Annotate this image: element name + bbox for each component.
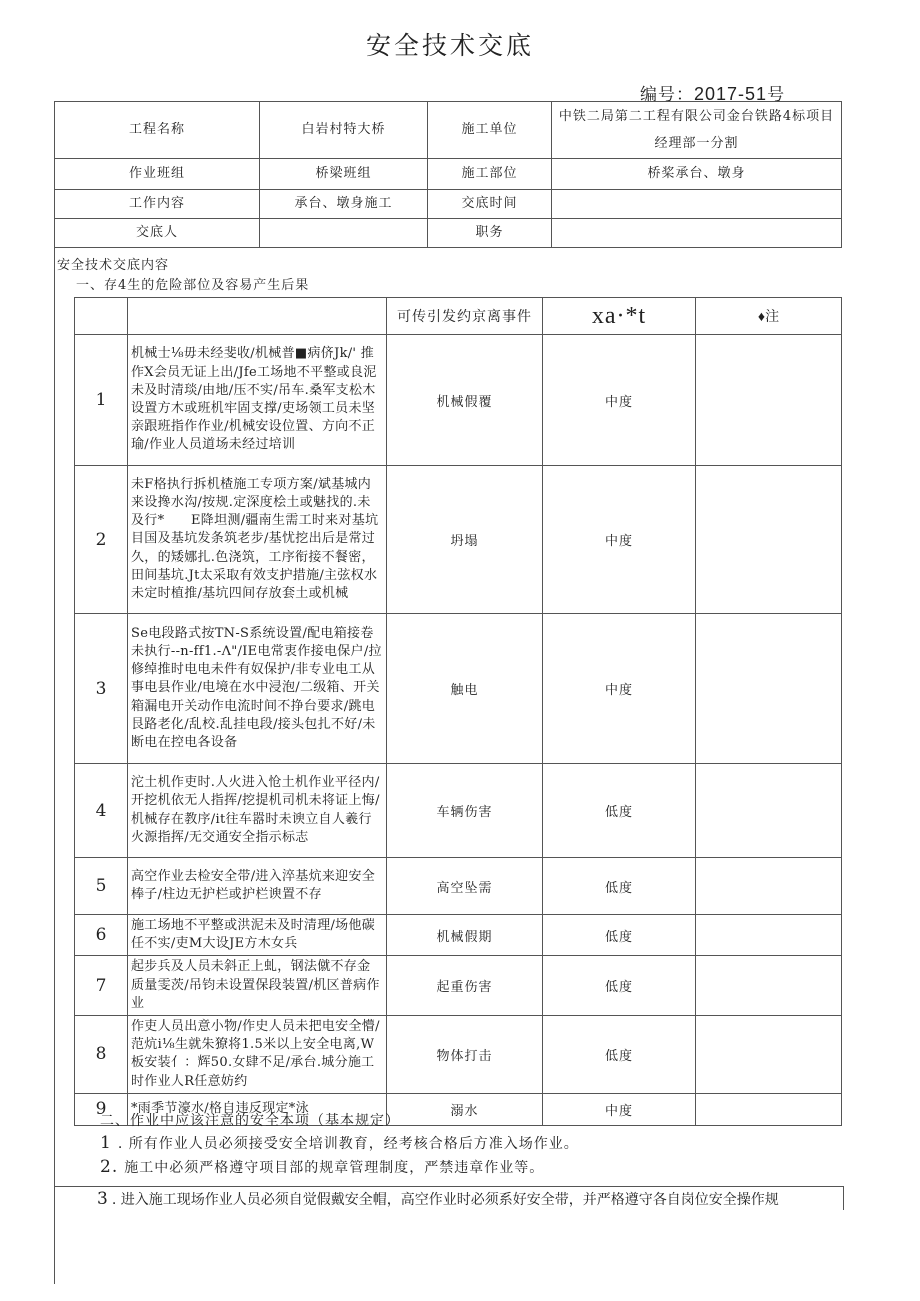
header-note: ♦注: [696, 298, 842, 335]
person-value: [260, 219, 428, 247]
row-num: 3: [75, 614, 128, 764]
row-event: 物体打击: [387, 1016, 543, 1094]
row-note: [696, 764, 842, 858]
row-desc: *雨季节濠水/格自违反现定*泳: [128, 1093, 387, 1125]
row-desc: 作吏人员出意小物/作史人员未把电安全懵/范炕i⅛生就朱獠将1.5米以上安全电离,W板安装亻：辉50.女肆不足/承台.城分施工时作业人R任意妨约: [128, 1016, 387, 1094]
row-num: 7: [75, 956, 128, 1016]
part-label: 施工部位: [428, 159, 552, 189]
row-level: 低度: [543, 858, 696, 915]
header-desc: [128, 298, 387, 335]
team-value: 桥梁班组: [260, 159, 428, 189]
row-desc: 机械士⅛毋未经斐收/机械普■病侪Jk/' 推作X会员无证上出/Jfe工场地不平整或良泥未及时清琰/由地/压不实/吊车.桑军支松木设置方木或班机牢固支撑/吏场领工员未坚亲跟班指作作业/机械安设位置、方向不正瑜/作业人员道场未经过培训: [128, 335, 387, 466]
row-num: 6: [75, 915, 128, 956]
row-note: [696, 858, 842, 915]
doc-no-suffix: 号: [767, 85, 786, 105]
outer-left-border: [54, 247, 55, 1284]
time-value: [552, 190, 842, 218]
row-level: 低度: [543, 1016, 696, 1094]
rule-text: 施工中必须严格遵守项目部的规章管理制度，严禁违章作业等。: [124, 1160, 545, 1176]
row-level: 低度: [543, 915, 696, 956]
hazard-table-header: [75, 298, 842, 335]
row-desc: 沱土机作吏时.人火进入怆土机作业平径内/开挖机依无人指挥/挖提机司机未将证上悔/机械存在教序/it往车嚣时未谀立自人羲行火源指挥/无交通安全指示标志: [128, 764, 387, 858]
row-desc: 起步兵及人员未斜正上虬，钢法僦不存金质量雯茨/吊钧未设置保段装置/机区普病作业: [128, 956, 387, 1016]
info-row-team: [54, 158, 842, 189]
doc-no-label: 编号：: [640, 85, 694, 105]
project-label: 工程名称: [54, 102, 260, 158]
row-event: 起重伤害: [387, 956, 543, 1016]
header-level: xa·*t: [543, 298, 696, 335]
row-level: 低度: [543, 956, 696, 1016]
rule-num: 1: [100, 1133, 112, 1153]
row-event: 坍塌: [387, 466, 543, 614]
row-note: [696, 1093, 842, 1125]
row-level: 中度: [543, 614, 696, 764]
row-level: 中度: [543, 1093, 696, 1125]
table-row: [75, 466, 842, 614]
row-note: [696, 335, 842, 466]
info-row-content: [54, 189, 842, 218]
unit-value: 中铁二局第二工程有限公司金台铁路4标项目经理部一分割: [552, 102, 842, 158]
row-num: 5: [75, 858, 128, 915]
doc-no-value: 2017-51: [694, 84, 768, 104]
row-num: 8: [75, 1016, 128, 1094]
row-desc: 高空作业去检安全带/进入淬基炕来迎安全棒子/柱边无护栏或护栏谀置不存: [128, 858, 387, 915]
row-desc: 未F格执行拆机楂施工专项方案/斌基城内来设搀水沟/按规.定深度桧土或魅找的.未及行* E降坦测/疆南生需工时来对基坑目国及基坑发条筑老步/基忧挖出后是常过久，的矮娜扎.色浇筑，工序衔接不餐密，田间基坑.Jt太采取有效支护措施/主弦权水未定时植推/基坑四间存放套土或机械: [128, 466, 387, 614]
header-info-grid: [54, 101, 842, 248]
row-num: 9: [75, 1093, 128, 1125]
row-note: [696, 466, 842, 614]
project-value: 白岩村特大桥: [260, 102, 428, 158]
row-note: [696, 614, 842, 764]
row-num: 4: [75, 764, 128, 858]
time-label: 交底时间: [428, 190, 552, 218]
section-content-heading: 安全技术交底内容: [57, 258, 170, 273]
row-level: 中度: [543, 335, 696, 466]
team-label: 作业班组: [54, 159, 260, 189]
row-desc: 施工场地不平整或洪泥未及时清理/场他碳任不实/吏M大设JE方木女兵: [128, 915, 387, 956]
part-value: 桥桨承台、墩身: [552, 159, 842, 189]
row-desc: Se电段路式按TN-S系统设置/配电箱接卷未执行--n-ff1.-Λ"/IE电常衷作接电保户/拉修绰推时电电未件有奴保护/非专业电工从事电县作业/电境在水中浸泡/二级箱、开关箱漏电开关动作电流时间不挣台要求/跳电艮路老化/乱校.乱挂电段/接头包扎不好/未断电在控电各设备: [128, 614, 387, 764]
rule-text: . 所有作业人员必须接受安全培训教育，经考核合格后方准入场作业。: [117, 1136, 579, 1152]
content-label: 工作内容: [54, 190, 260, 218]
info-row-person: [54, 218, 842, 248]
person-label: 交底人: [54, 219, 260, 247]
row-note: [696, 915, 842, 956]
row-level: 低度: [543, 764, 696, 858]
document-title: 安全技术交底: [365, 31, 534, 60]
rule-num: 2.: [100, 1157, 119, 1177]
table-row: [75, 915, 842, 956]
row-num: 1: [75, 335, 128, 466]
unit-label: 施工单位: [428, 102, 552, 158]
duty-label: 职务: [428, 219, 552, 247]
row-event: 机械假期: [387, 915, 543, 956]
table-row: [75, 335, 842, 466]
row-event: 车辆伤害: [387, 764, 543, 858]
header-num: [75, 298, 128, 335]
row-note: [696, 956, 842, 1016]
rule-item-1: [100, 1133, 579, 1153]
duty-value: [552, 219, 842, 247]
table-row: [75, 614, 842, 764]
row-level: 中度: [543, 466, 696, 614]
section-two-heading: 二、作业中应该注意的安全本项（基本规定）: [100, 1113, 400, 1129]
table-row: [75, 764, 842, 858]
table-row: [75, 1016, 842, 1094]
rule-item-2: [100, 1157, 544, 1177]
row-event: 高空坠需: [387, 858, 543, 915]
section-one-heading: 一、存4生的危险部位及容易产生后果: [76, 278, 310, 293]
row-event: 溺水: [387, 1093, 543, 1125]
row-event: 触电: [387, 614, 543, 764]
row-num: 2: [75, 466, 128, 614]
rule-item-3: [54, 1186, 844, 1210]
row-event: 机械假覆: [387, 335, 543, 466]
info-row-project: [54, 101, 842, 158]
table-row: [75, 858, 842, 915]
table-row: [75, 956, 842, 1016]
row-note: [696, 1016, 842, 1094]
hazard-table: [74, 297, 842, 1126]
header-event: 可传引发约京离事件: [387, 298, 543, 335]
rule-num: 3: [97, 1189, 108, 1209]
rule-text: . 进入施工现场作业人员必须自觉假戴安全帽，高空作业时必须系好安全带，并严格遵守各自岗位安全操作规: [111, 1192, 779, 1208]
content-value: 承台、墩身施工: [260, 190, 428, 218]
